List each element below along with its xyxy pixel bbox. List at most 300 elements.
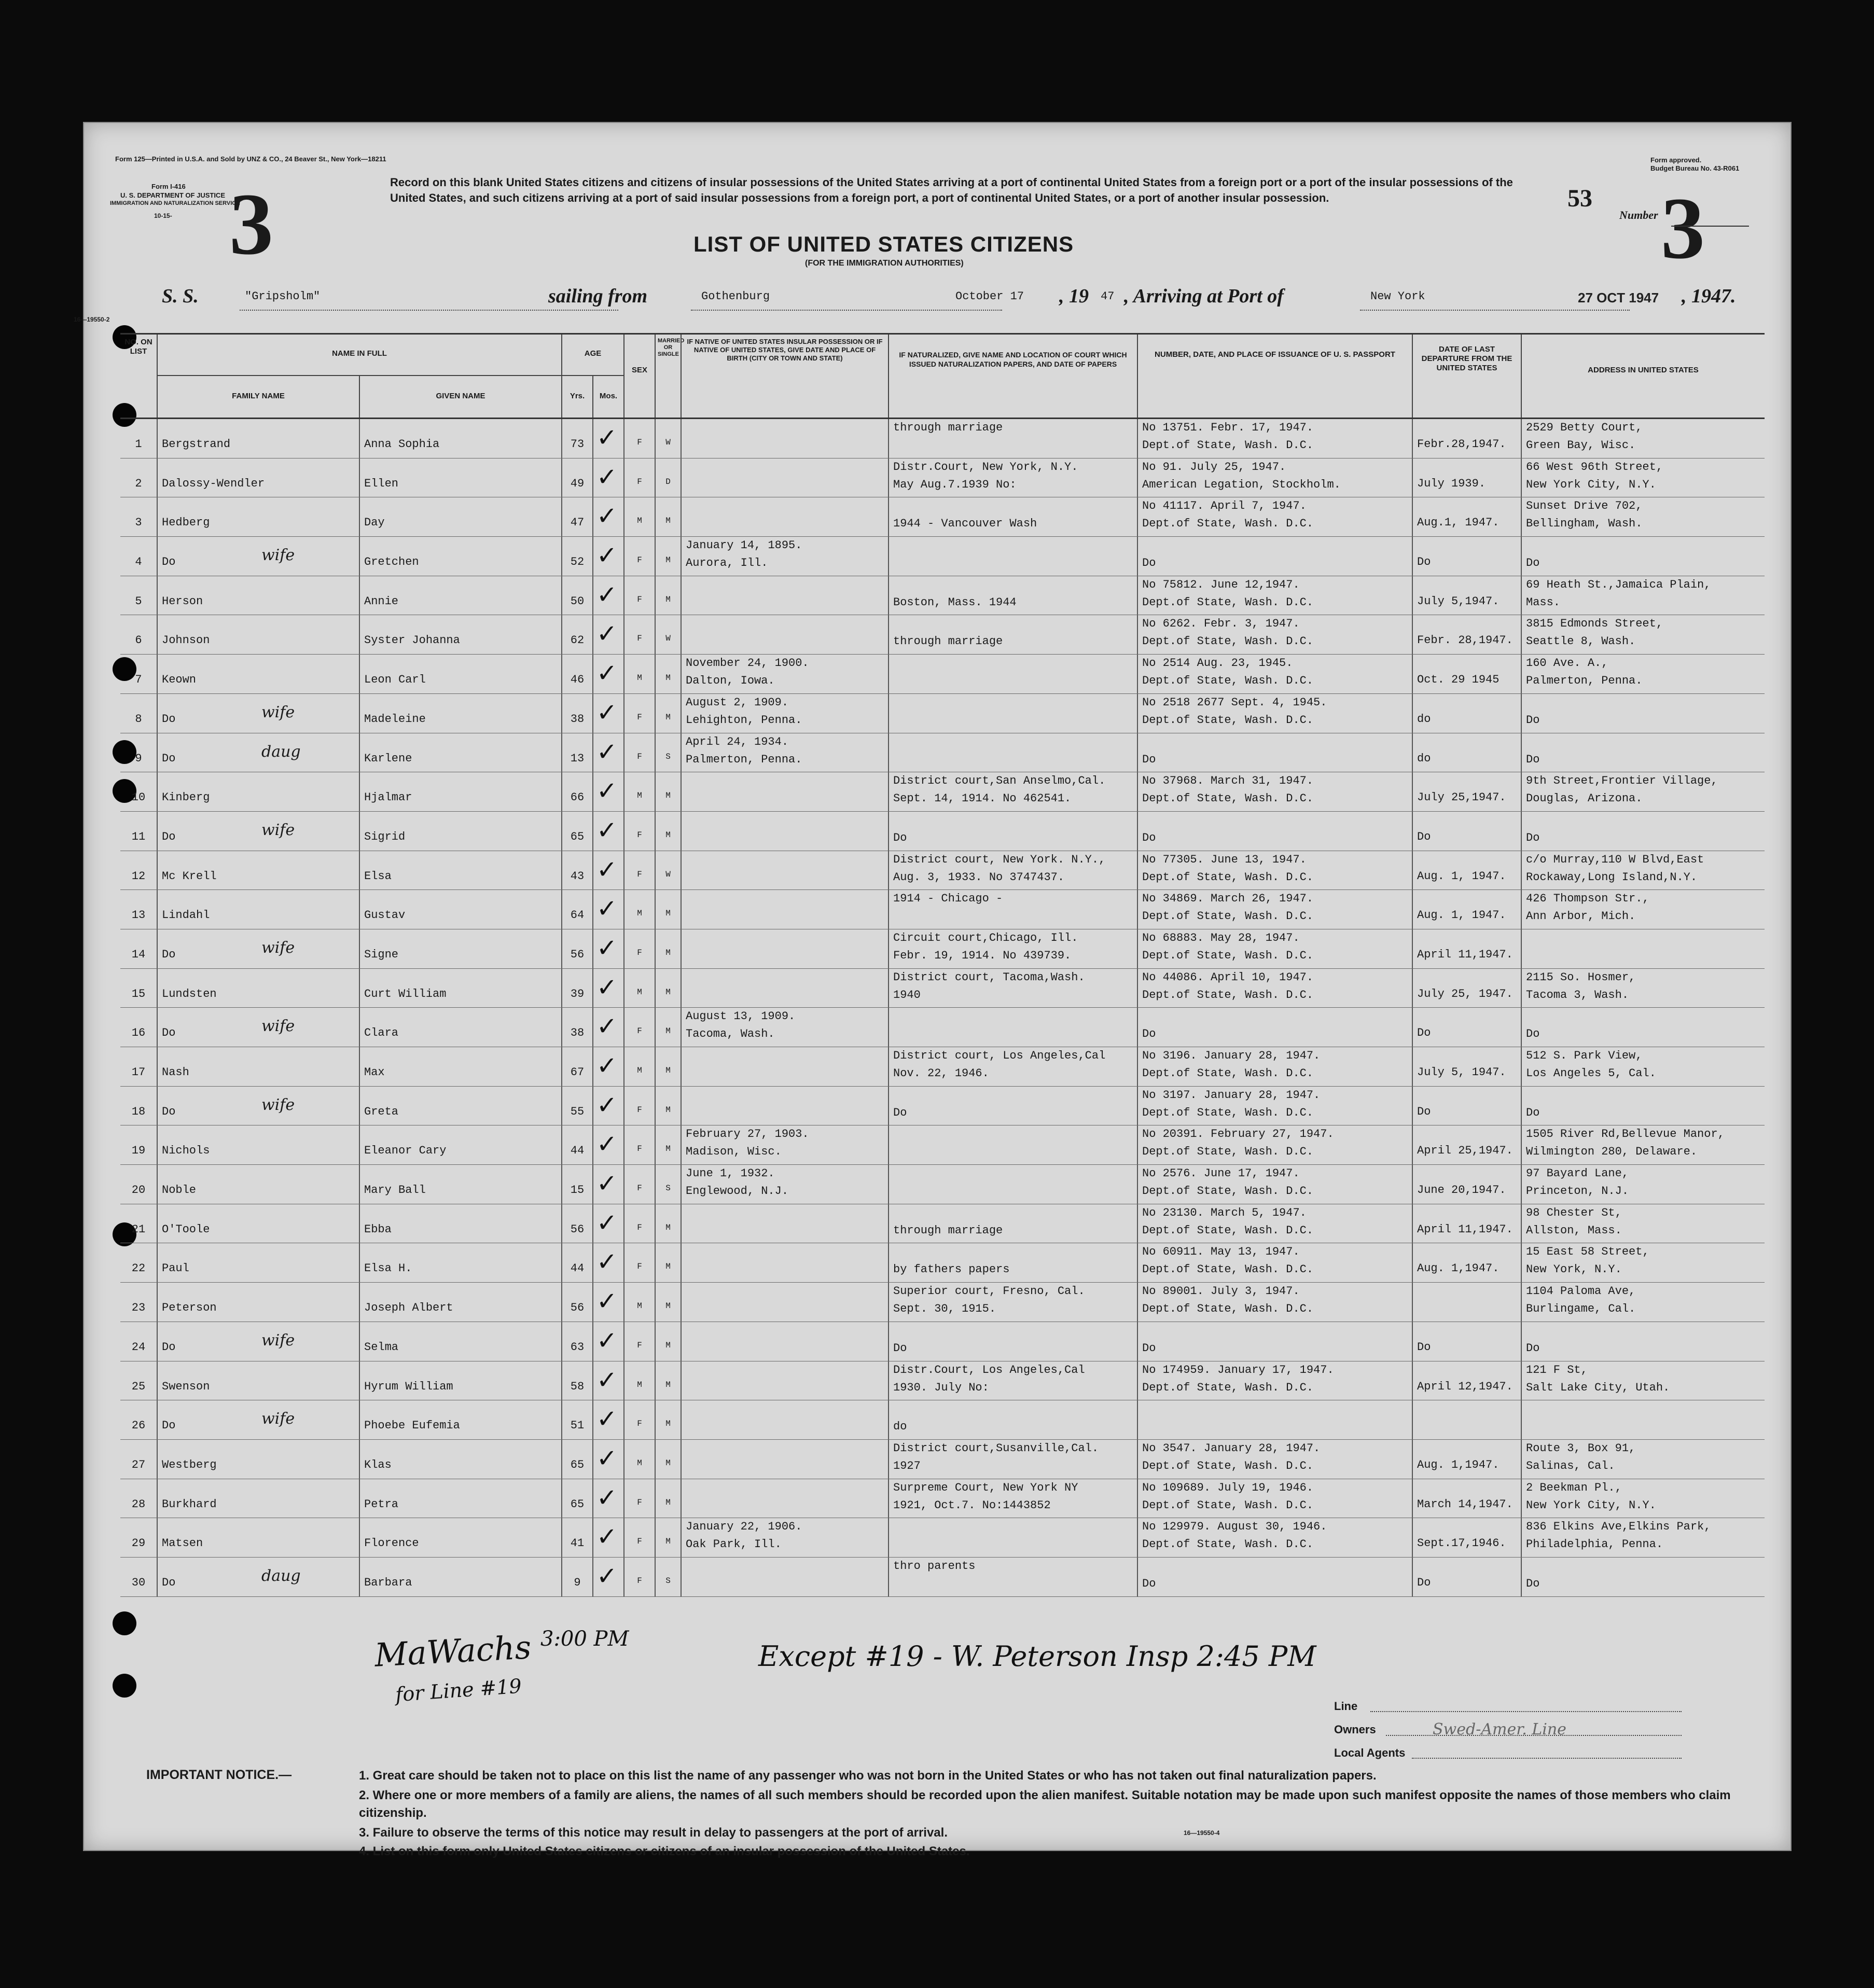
passport-cell (1137, 1008, 1412, 1047)
naturalization-date: Febr. 19, 1914. No 439739. (893, 949, 1072, 962)
sex: F (637, 1497, 642, 1507)
sex: M (637, 1301, 642, 1311)
sex-cell (623, 890, 655, 929)
relation-note: daug (261, 1566, 301, 1585)
naturalization-date: 1927 (893, 1459, 921, 1472)
departure-date: July 25,1947. (1417, 791, 1506, 804)
passport-cell (1137, 851, 1412, 890)
passport-number: No 3197. January 28, 1947. (1142, 1088, 1321, 1102)
naturalization-cell (888, 929, 1137, 968)
departure-cell (1412, 1322, 1521, 1361)
sailing-year: 47 (1101, 290, 1115, 303)
punch-hole (113, 1611, 136, 1635)
passport-place: Dept.of State, Wash. D.C. (1142, 870, 1314, 884)
check-cell (592, 1008, 623, 1047)
row-number-cell (120, 1518, 157, 1557)
row-number: 25 (131, 1380, 146, 1393)
age-years: 15 (570, 1184, 585, 1197)
age-cell (561, 772, 592, 811)
row-number: 7 (135, 673, 142, 687)
check-mark-icon: ✓ (596, 1169, 618, 1199)
departure-date: Febr.28,1947. (1417, 438, 1506, 451)
row-number: 8 (135, 712, 142, 726)
passport-number: No 44086. April 10, 1947. (1142, 970, 1314, 984)
passport-cell (1137, 1283, 1412, 1322)
marital-cell (655, 969, 681, 1008)
departure-date: Febr. 28,1947. (1417, 634, 1513, 647)
departure-cell (1412, 1125, 1521, 1164)
birth-cell (681, 890, 888, 929)
passenger-table (120, 333, 1765, 1597)
address-line-1: 1505 River Rd,Bellevue Manor, (1526, 1128, 1725, 1141)
given-name: Madeleine (364, 712, 426, 726)
table-row (120, 1165, 1765, 1204)
given-name-cell (359, 1047, 561, 1086)
table-row (120, 812, 1765, 851)
age-cell (561, 655, 592, 693)
header-departure: DATE OF LAST DEPARTURE FROM THE UNITED STATES (1412, 335, 1521, 418)
birth-cell (681, 812, 888, 851)
row-number: 20 (131, 1184, 146, 1197)
age-years: 55 (570, 1105, 585, 1118)
departure-cell (1412, 890, 1521, 929)
row-number: 16 (131, 1026, 146, 1040)
notice-2: 2. Where one or more members of a family are aliens, the names of all such members should be recorded upon the alien manifest. Suitable notation may be made upon such manifest opposite the names of those members who claim citizenship. (359, 1788, 1731, 1820)
passport-number: No 89001. July 3, 1947. (1142, 1285, 1300, 1298)
year-prefix: , 19 (1059, 285, 1089, 307)
family-name: Burkhard (162, 1497, 217, 1511)
age-years: 43 (570, 869, 585, 883)
naturalization-date: through marriage (893, 635, 1003, 648)
sex: F (637, 1576, 642, 1586)
family-name: Herson (162, 594, 203, 608)
family-name: Lundsten (162, 987, 217, 1000)
age-years: 41 (570, 1537, 585, 1550)
marital-cell (655, 694, 681, 733)
naturalization-cell (888, 1008, 1137, 1047)
sex: F (637, 752, 642, 761)
given-name: Anna Sophia (364, 438, 440, 451)
age-years: 66 (570, 791, 585, 804)
address-line-1: 426 Thompson Str., (1526, 892, 1649, 906)
address-line-2: Tacoma 3, Wash. (1526, 988, 1629, 1002)
check-cell (592, 694, 623, 733)
row-number: 12 (131, 869, 146, 883)
age-cell (561, 733, 592, 772)
birth-cell (681, 929, 888, 968)
given-name-cell (359, 537, 561, 576)
departure-date: Do (1417, 1340, 1431, 1354)
sex-cell (623, 1400, 655, 1439)
sex-cell (623, 1558, 655, 1596)
departure-date: April 12,1947. (1417, 1380, 1513, 1393)
address-line-2: New York City, N.Y. (1526, 478, 1656, 491)
table-row (120, 1400, 1765, 1440)
birth-place: Palmerton, Penna. (686, 753, 802, 766)
check-mark-icon: ✓ (596, 1483, 618, 1512)
sex-cell (623, 1047, 655, 1086)
address-line-1: 66 West 96th Street, (1526, 460, 1663, 474)
row-number-cell (120, 615, 157, 654)
family-name-cell (157, 458, 359, 497)
arrival-port: New York (1370, 290, 1425, 303)
header-name: NAME IN FULL (157, 335, 561, 376)
birth-date: August 13, 1909. (686, 1010, 796, 1023)
passport-cell (1137, 1087, 1412, 1125)
marital-status: M (665, 791, 671, 801)
marital-status: M (665, 1066, 671, 1075)
passport-number: No 34869. March 26, 1947. (1142, 892, 1314, 906)
check-cell (592, 890, 623, 929)
age-cell (561, 1125, 592, 1164)
family-name: Johnson (162, 634, 210, 647)
age-years: 13 (570, 752, 585, 765)
passport-number: No 3196. January 28, 1947. (1142, 1049, 1321, 1062)
family-name-cell (157, 772, 359, 811)
age-cell (561, 576, 592, 615)
passport-number: No 2576. June 17, 1947. (1142, 1167, 1300, 1180)
naturalization-cell (888, 576, 1137, 615)
row-number: 13 (131, 909, 146, 922)
naturalization-cell (888, 1361, 1137, 1400)
birth-date: June 1, 1932. (686, 1167, 775, 1180)
naturalization-cell (888, 1558, 1137, 1596)
table-row (120, 537, 1765, 576)
departure-date: July 1939. (1417, 477, 1486, 490)
address-cell (1521, 1008, 1765, 1047)
passport-number: No 2514 Aug. 23, 1945. (1142, 657, 1293, 670)
passport-place: Dept.of State, Wash. D.C. (1142, 792, 1314, 805)
sex: F (637, 1184, 642, 1193)
sex-cell (623, 497, 655, 536)
birth-cell (681, 694, 888, 733)
given-name-cell (359, 419, 561, 458)
address-line-2: New York, N.Y. (1526, 1263, 1622, 1276)
naturalization-court: District court, New York. N.Y., (893, 853, 1106, 866)
marital-cell (655, 1558, 681, 1596)
approval: Form approved. (1650, 156, 1702, 164)
row-number-cell (120, 929, 157, 968)
row-number-cell (120, 1204, 157, 1243)
address-cell (1521, 929, 1765, 968)
birth-cell (681, 1361, 888, 1400)
passport-number: No 77305. June 13, 1947. (1142, 853, 1307, 866)
address-cell (1521, 1479, 1765, 1518)
arriving-label: , Arriving at Port of (1124, 285, 1284, 307)
family-name-cell (157, 890, 359, 929)
check-cell (592, 497, 623, 536)
check-cell (592, 1087, 623, 1125)
marital-status: M (665, 1380, 671, 1389)
family-name: Kinberg (162, 791, 210, 804)
naturalization-date: through marriage (893, 1224, 1003, 1237)
marital-cell (655, 1008, 681, 1047)
address-line-1: 98 Chester St, (1526, 1206, 1622, 1219)
birth-cell (681, 1479, 888, 1518)
address-cell (1521, 497, 1765, 536)
age-years: 50 (570, 594, 585, 608)
check-cell (592, 1283, 623, 1322)
marital-status: M (665, 987, 671, 997)
sex-cell (623, 1479, 655, 1518)
family-name-cell (157, 537, 359, 576)
passport-place: Dept.of State, Wash. D.C. (1142, 1185, 1314, 1198)
naturalization-court: 1914 - Chicago - (893, 892, 1003, 906)
table-row (120, 694, 1765, 733)
marital-status: M (665, 1458, 671, 1468)
age-cell (561, 1008, 592, 1047)
passport-place: Dept.of State, Wash. D.C. (1142, 1538, 1314, 1551)
departure-date: June 20,1947. (1417, 1184, 1506, 1197)
passport-cell (1137, 812, 1412, 851)
marital-cell (655, 1400, 681, 1439)
naturalization-court: District court, Los Angeles,Cal (893, 1049, 1106, 1062)
sex: M (637, 673, 642, 683)
row-number-cell (120, 1479, 157, 1518)
passport-number: No 13751. Febr. 17, 1947. (1142, 421, 1314, 434)
age-cell (561, 1400, 592, 1439)
marital-cell (655, 458, 681, 497)
row-number: 4 (135, 555, 142, 569)
row-number-cell (120, 851, 157, 890)
passport-place: Dept.of State, Wash. D.C. (1142, 949, 1314, 962)
passport-number: No 2518 2677 Sept. 4, 1945. (1142, 696, 1327, 709)
address-line-2: Princeton, N.J. (1526, 1185, 1629, 1198)
family-name-cell (157, 419, 359, 458)
given-name-cell (359, 1008, 561, 1047)
check-mark-icon: ✓ (596, 423, 618, 452)
passport-cell (1137, 1243, 1412, 1282)
family-name-cell (157, 1125, 359, 1164)
given-name: Joseph Albert (364, 1301, 453, 1315)
family-name-cell (157, 1243, 359, 1282)
departure-cell (1412, 576, 1521, 615)
check-mark-icon: ✓ (596, 541, 618, 571)
departure-cell (1412, 1479, 1521, 1518)
given-name-cell (359, 929, 561, 968)
family-name: Swenson (162, 1380, 210, 1393)
birth-cell (681, 1558, 888, 1596)
check-mark-icon: ✓ (596, 502, 618, 531)
birth-cell (681, 1440, 888, 1479)
marital-cell (655, 1283, 681, 1322)
table-row (120, 1283, 1765, 1322)
notice-title: IMPORTANT NOTICE.— (146, 1768, 292, 1782)
marital-status: M (665, 712, 671, 722)
relation-note: wife (261, 1331, 295, 1350)
naturalization-court: Distr.Court, Los Angeles,Cal (893, 1363, 1085, 1377)
address-line-2: Ann Arbor, Mich. (1526, 910, 1636, 923)
row-number-cell (120, 812, 157, 851)
marital-status: S (665, 1184, 671, 1193)
naturalization-cell (888, 419, 1137, 458)
printer-line: Form 125—Printed in U.S.A. and Sold by UNZ & CO., 24 Beaver St., New York—18211 (115, 155, 386, 163)
given-name: Syster Johanna (364, 634, 460, 647)
check-cell (592, 1440, 623, 1479)
given-name: Max (364, 1066, 385, 1079)
age-cell (561, 1243, 592, 1282)
row-number-cell (120, 890, 157, 929)
given-name-cell (359, 1125, 561, 1164)
passport-place: Dept.of State, Wash. D.C. (1142, 635, 1314, 648)
sex: M (637, 1380, 642, 1389)
sex: M (637, 909, 642, 919)
check-mark-icon: ✓ (596, 1326, 618, 1355)
given-name-cell (359, 1283, 561, 1322)
check-mark-icon: ✓ (596, 894, 618, 924)
local-agents-field (1412, 1758, 1682, 1759)
row-number-cell (120, 1440, 157, 1479)
sex-cell (623, 1322, 655, 1361)
check-mark-icon: ✓ (596, 1130, 618, 1159)
departure-date: Do (1417, 555, 1431, 569)
address-cell (1521, 1165, 1765, 1204)
family-name-cell (157, 929, 359, 968)
relation-note: wife (261, 821, 295, 839)
passport-cell (1137, 694, 1412, 733)
sex: F (637, 634, 642, 644)
passport-place: Dept.of State, Wash. D.C. (1142, 1224, 1314, 1237)
naturalization-date: do (893, 1420, 907, 1434)
marital-cell (655, 576, 681, 615)
naturalization-cell (888, 1400, 1137, 1439)
row-number: 21 (131, 1222, 146, 1236)
given-name: Elsa H. (364, 1262, 412, 1275)
given-name: Gretchen (364, 555, 419, 569)
marital-status: M (665, 1419, 671, 1429)
given-name: Phoebe Eufemia (364, 1419, 460, 1433)
row-number-cell (120, 694, 157, 733)
service-name: IMMIGRATION AND NATURALIZATION SERVICE (110, 200, 240, 206)
birth-cell (681, 772, 888, 811)
age-cell (561, 851, 592, 890)
owners-value: Swed-Amer. Line (1433, 1720, 1566, 1739)
table-row (120, 969, 1765, 1008)
family-name: Do (162, 830, 176, 843)
birth-date: January 14, 1895. (686, 539, 802, 552)
passport-number: No 60911. May 13, 1947. (1142, 1245, 1300, 1259)
age-cell (561, 969, 592, 1008)
form-number: Form I-416 (151, 183, 186, 190)
passport-place: Dept.of State, Wash. D.C. (1142, 1459, 1314, 1472)
table-row (120, 1479, 1765, 1519)
sex-cell (623, 576, 655, 615)
marital-cell (655, 851, 681, 890)
check-cell (592, 655, 623, 693)
family-name: Do (162, 1419, 176, 1433)
marital-status: W (665, 869, 671, 879)
given-name: Clara (364, 1026, 399, 1040)
naturalization-cell (888, 655, 1137, 693)
passport-number: No 174959. January 17, 1947. (1142, 1363, 1334, 1377)
relation-note: wife (261, 703, 295, 721)
marital-status: M (665, 1262, 671, 1272)
page-number: 53 (1567, 185, 1592, 212)
check-cell (592, 458, 623, 497)
departure-cell (1412, 969, 1521, 1008)
sex: F (637, 869, 642, 879)
passport-cell (1137, 1518, 1412, 1557)
address-line-2: Douglas, Arizona. (1526, 792, 1643, 805)
birth-place: Dalton, Iowa. (686, 674, 775, 688)
naturalization-court: Superior court, Fresno, Cal. (893, 1285, 1085, 1298)
sex: F (637, 1419, 642, 1429)
check-mark-icon: ✓ (596, 815, 618, 845)
birth-place: Aurora, Ill. (686, 557, 768, 570)
row-number: 15 (131, 987, 146, 1000)
address-cell (1521, 1243, 1765, 1282)
check-cell (592, 1243, 623, 1282)
marital-status: M (665, 909, 671, 919)
row-number: 14 (131, 948, 146, 961)
from-port: Gothenburg (701, 290, 770, 303)
line-label: Line (1334, 1700, 1358, 1713)
sex: F (637, 1262, 642, 1272)
age-years: 44 (570, 1262, 585, 1275)
sex: F (637, 1026, 642, 1036)
sex: F (637, 1105, 642, 1115)
birth-place: Oak Park, Ill. (686, 1538, 782, 1551)
passport-cell (1137, 1479, 1412, 1518)
passport-place: Dept.of State, Wash. D.C. (1142, 1381, 1314, 1394)
punch-hole (113, 1674, 136, 1698)
naturalization-cell (888, 615, 1137, 654)
passport-place: Dept.of State, Wash. D.C. (1142, 1106, 1314, 1119)
age-years: 65 (570, 1497, 585, 1511)
naturalization-court: Surpreme Court, New York NY (893, 1481, 1078, 1494)
naturalization-date: by fathers papers (893, 1263, 1010, 1276)
passport-number: No 109689. July 19, 1946. (1142, 1481, 1314, 1494)
sex-cell (623, 1125, 655, 1164)
age-years: 49 (570, 477, 585, 490)
marital-status: M (665, 1105, 671, 1115)
birth-cell (681, 1204, 888, 1243)
departure-date: Aug. 1, 1947. (1417, 909, 1506, 922)
table-row (120, 851, 1765, 891)
table-row (120, 576, 1765, 616)
row-number-cell (120, 1400, 157, 1439)
port-underline (1360, 310, 1630, 311)
except-note: Except #19 - W. Peterson Insp 2:45 PM (758, 1640, 1316, 1673)
given-name: Florence (364, 1537, 419, 1550)
passport-place: Dept.of State, Wash. D.C. (1142, 439, 1314, 452)
row-number-cell (120, 458, 157, 497)
row-number: 26 (131, 1419, 146, 1433)
naturalization-date: Aug. 3, 1933. No 3747437. (893, 870, 1065, 884)
address-cell (1521, 1440, 1765, 1479)
check-mark-icon: ✓ (596, 1561, 618, 1591)
address-line-1: c/o Murray,110 W Blvd,East (1526, 853, 1704, 866)
passport-cell (1137, 458, 1412, 497)
sex-cell (623, 929, 655, 968)
given-name: Klas (364, 1458, 392, 1471)
naturalization-cell (888, 733, 1137, 772)
table-row (120, 1558, 1765, 1597)
family-name-cell (157, 1440, 359, 1479)
family-name: Matsen (162, 1537, 203, 1550)
naturalization-cell (888, 1283, 1137, 1322)
naturalization-date: Do (893, 831, 907, 844)
naturalization-court: thro parents (893, 1559, 976, 1573)
family-name: Hedberg (162, 516, 210, 530)
naturalization-cell (888, 537, 1137, 576)
family-name: Mc Krell (162, 869, 217, 883)
given-name: Leon Carl (364, 673, 426, 687)
row-number-cell (120, 1087, 157, 1125)
row-number: 24 (131, 1340, 146, 1354)
sex: M (637, 987, 642, 997)
table-row (120, 1243, 1765, 1283)
